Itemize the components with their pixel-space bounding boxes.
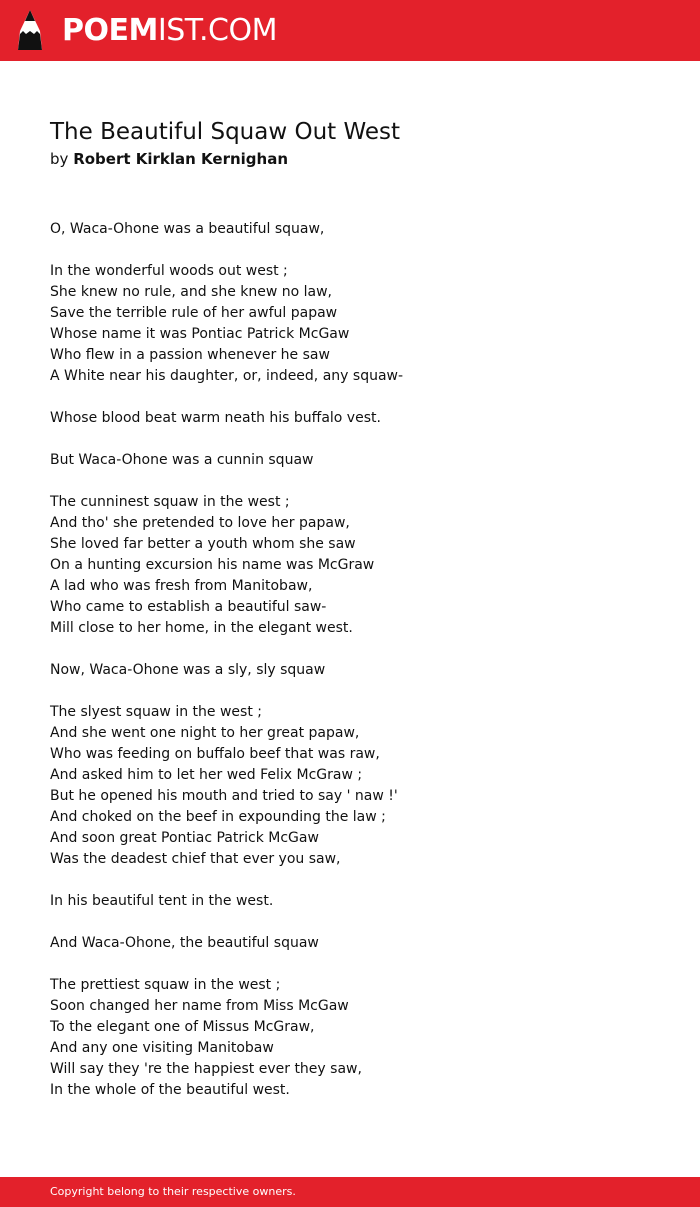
poem-line: And she went one night to her great papaw, [50, 725, 360, 741]
poem-line: Save the terrible rule of her awful papaw [50, 305, 338, 321]
poem-line: She knew no rule, and she knew no law, [50, 284, 333, 300]
pen-nib-icon [16, 9, 44, 52]
poem-line: The cunninest squaw in the west ; [50, 494, 290, 510]
poem-line: And soon great Pontiac Patrick McGaw [50, 830, 319, 846]
poem-line: And tho' she pretended to love her papaw, [50, 515, 350, 531]
poem-stanza [50, 408, 650, 429]
poem-stanza [50, 933, 650, 954]
logo-light-text: IST.COM [157, 13, 277, 48]
poem-line: She loved far better a youth whom she saw [50, 536, 356, 552]
poem-stanza [50, 891, 650, 912]
poem-line: Was the deadest chief that ever you saw, [50, 851, 341, 867]
poem-line: Soon changed her name from Miss McGaw [50, 998, 349, 1014]
poem-body [50, 219, 650, 1122]
poem-line: The prettiest squaw in the west ; [50, 977, 281, 993]
poem-line: The slyest squaw in the west ; [50, 704, 262, 720]
poem-line: A White near his daughter, or, indeed, any squaw- [50, 368, 404, 384]
poem-stanza [50, 975, 650, 1101]
poem-line: To the elegant one of Missus McGraw, [50, 1019, 315, 1035]
poem-line: Whose blood beat warm neath his buffalo vest. [50, 410, 381, 426]
poem-line: O, Waca-Ohone was a beautiful squaw, [50, 221, 325, 237]
poem-line: On a hunting excursion his name was McGraw [50, 557, 375, 573]
poem-line: In the wonderful woods out west ; [50, 263, 288, 279]
poem-stanza [50, 219, 650, 240]
poem-line: Whose name it was Pontiac Patrick McGaw [50, 326, 350, 342]
poem-byline [50, 148, 288, 170]
site-footer [0, 1177, 700, 1207]
poem-author: Robert Kirklan Kernighan [73, 150, 289, 168]
poem-line: Will say they 're the happiest ever they saw, [50, 1061, 362, 1077]
poem-line: Mill close to her home, in the elegant west. [50, 620, 353, 636]
site-logo[interactable] [62, 12, 277, 50]
poem-line: In the whole of the beautiful west. [50, 1082, 290, 1098]
poem-line: And choked on the beef in expounding the law ; [50, 809, 386, 825]
poem-stanza [50, 660, 650, 681]
copyright-text: Copyright belong to their respective owners. [50, 1185, 296, 1198]
by-label: by [50, 150, 69, 168]
poem-stanza [50, 450, 650, 471]
site-header [0, 0, 700, 61]
poem-line: And asked him to let her wed Felix McGraw ; [50, 767, 363, 783]
poem-line: In his beautiful tent in the west. [50, 893, 274, 909]
poem-line: But Waca-Ohone was a cunnin squaw [50, 452, 314, 468]
poem-stanza [50, 261, 650, 387]
poem-stanza [50, 492, 650, 639]
poem-line: And Waca-Ohone, the beautiful squaw [50, 935, 319, 951]
logo-bold-text: POEM [62, 13, 158, 48]
poem-line: Who was feeding on buffalo beef that was raw, [50, 746, 380, 762]
poem-line: Now, Waca-Ohone was a sly, sly squaw [50, 662, 326, 678]
poem-line: But he opened his mouth and tried to say ' naw !' [50, 788, 398, 804]
poem-line: And any one visiting Manitobaw [50, 1040, 274, 1056]
poem-line: Who flew in a passion whenever he saw [50, 347, 330, 363]
poem-title: The Beautiful Squaw Out West [50, 119, 401, 145]
poem-line: Who came to establish a beautiful saw- [50, 599, 327, 615]
poem-line: A lad who was fresh from Manitobaw, [50, 578, 313, 594]
poem-stanza [50, 702, 650, 870]
